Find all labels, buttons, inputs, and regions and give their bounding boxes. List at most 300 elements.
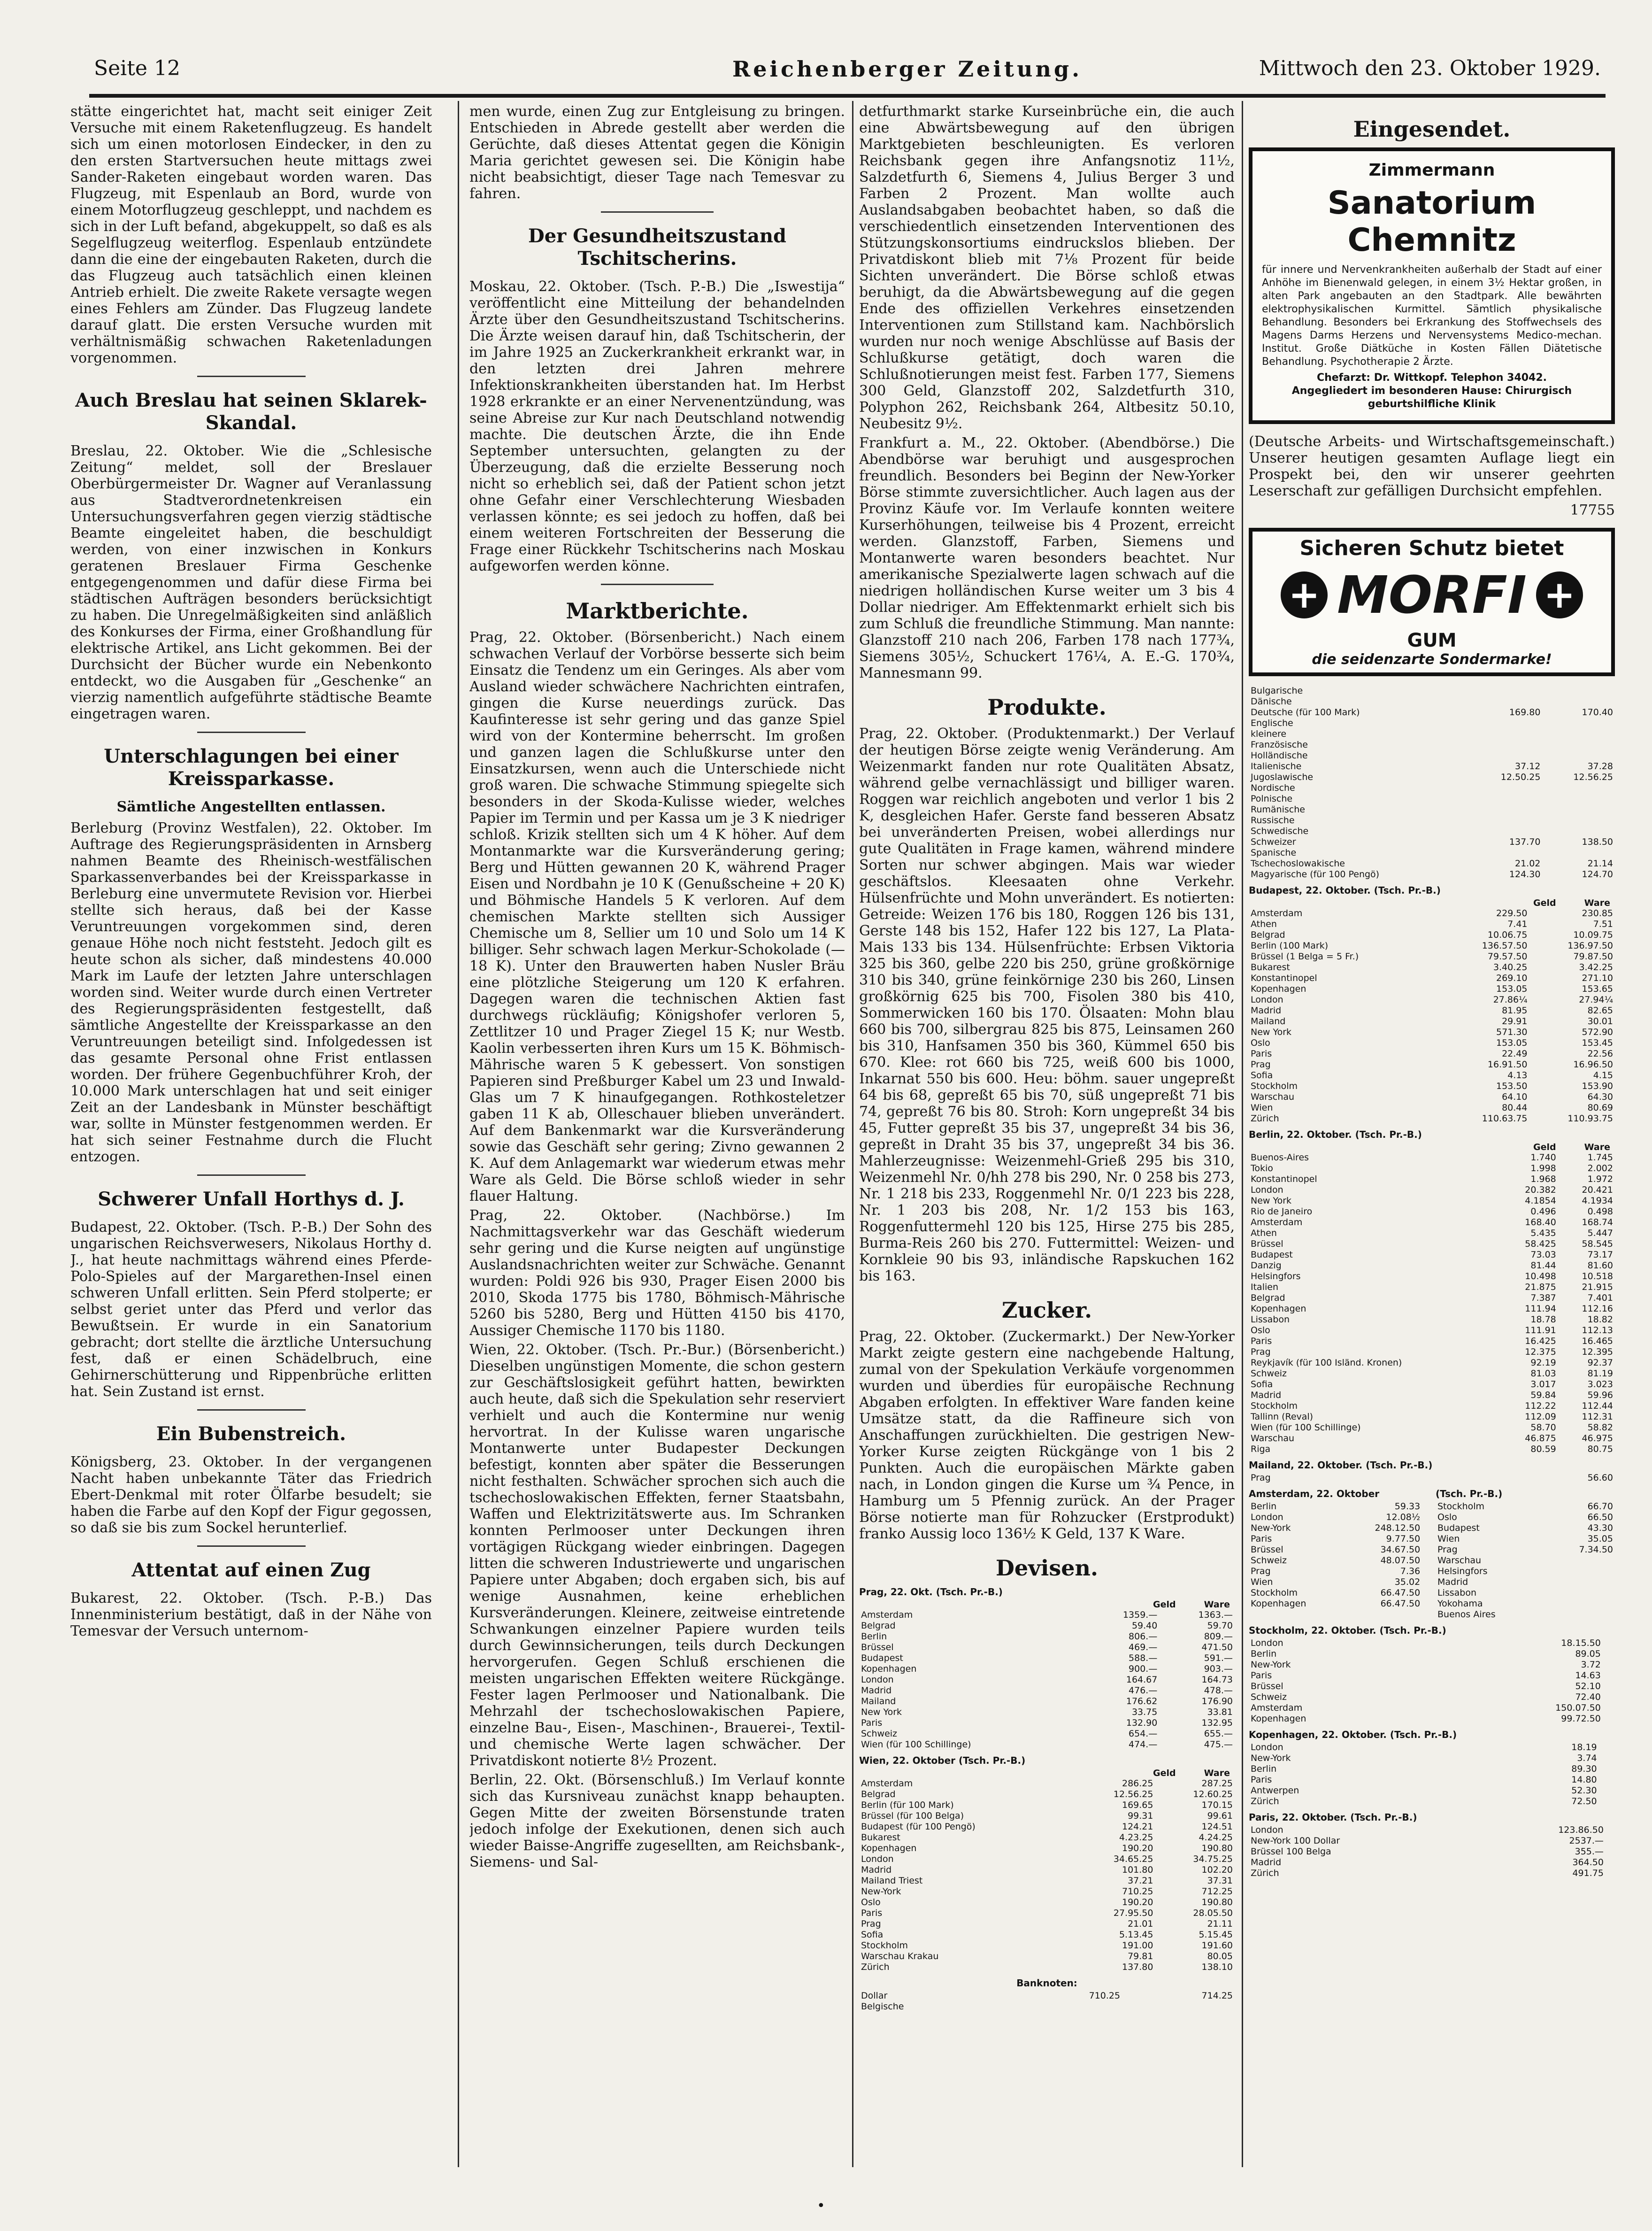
rate-ask: 66.70 [1587,1501,1613,1512]
rate-place: Antwerpen [1251,1785,1299,1796]
rate-ask [1606,1868,1615,1879]
rate-row [1249,1857,1615,1868]
rate-ask: 176.90 [1201,1696,1233,1706]
rate-ask [1606,1846,1615,1857]
rate-bid: 4.23.25 [1119,1832,1153,1843]
rate-place: Athen [1251,1228,1277,1238]
rate-row [1249,1239,1615,1250]
ad-tagline: die seidenzarte Sondermarke! [1312,651,1552,668]
rates-column-headings [859,1599,1235,1610]
rate-ask [1542,826,1615,837]
rate-row [1249,1282,1615,1293]
rate-place: London [1251,1512,1283,1522]
rate-place: Madrid [1251,1857,1282,1868]
rate-row [1249,1185,1615,1196]
rate-place: Sofia [861,1930,884,1940]
rates-column-headings [1249,1142,1615,1152]
rate-row [1249,761,1615,772]
rate-bid: 66.47.50 [1380,1588,1421,1598]
rate-place: Athen [1251,919,1277,929]
rate-place: Dollar [861,1991,888,2001]
rates-block [1436,1483,1615,1620]
rate-row [1249,686,1615,696]
rate-ask [1542,696,1615,707]
rate-ask [1542,815,1615,826]
rate-ask [1603,1670,1615,1681]
rate-place: Sofia [1251,1379,1273,1390]
rate-bid: 21.02 [1515,858,1541,869]
rate-row [1249,1336,1615,1347]
rate-bid: 37.21 [1128,1876,1153,1886]
rate-bid: 136.57.50 [1482,941,1528,951]
rate-bid: 12.56.25 [1113,1789,1153,1799]
rate-row [1249,1217,1615,1228]
rate-row [1436,1598,1615,1609]
rate-ask: 1.972 [1587,1174,1613,1184]
rate-place: Danzig [1251,1260,1282,1271]
rate-bid: 7.387 [1530,1293,1556,1303]
rate-place: Wien [1437,1534,1460,1544]
rate-place: Zürich [1251,1868,1279,1878]
rate-ask: 99.61 [1207,1811,1233,1821]
rate-bid: 37.12 [1515,761,1541,772]
rate-place: Madrid [1251,1390,1282,1400]
rate-row [1249,1753,1615,1764]
rates-column-headings [1249,898,1615,908]
rate-bid: 7.36 [1400,1566,1421,1576]
rate-ask: 80.75 [1587,1444,1613,1454]
rate-bid: 18.78 [1530,1314,1556,1325]
rate-place: Zürich [1251,1113,1279,1124]
rate-row [1249,783,1615,794]
rate-row [1249,1379,1615,1390]
rate-bid: 710.25 [1089,1991,1121,2001]
rate-place: Mailand [861,1696,896,1706]
rate-bid: 58.425 [1525,1239,1556,1249]
rate-bid: 190.20 [1122,1897,1153,1907]
rate-row [859,1876,1235,1886]
column-divider [458,101,459,2167]
rate-row [1249,718,1615,729]
rate-row [1249,1512,1428,1523]
rate-ask: 102.20 [1201,1865,1233,1875]
rate-bid [1543,1577,1549,1588]
newspaper-title: Reichenberger Zeitung. [732,56,1083,82]
rate-bid: 29.91 [1502,1016,1528,1027]
rate-ask [1599,1796,1615,1807]
rate-place: Schweiz [1251,1368,1287,1379]
section-heading: Marktberichte. [566,598,749,624]
rate-place: New York [1251,1027,1292,1037]
rate-place: Reykjavík (für 100 Isländ. Kronen) [1251,1358,1402,1368]
rate-ask [1603,1638,1615,1649]
column-3 [859,103,1235,2012]
rate-row [1249,826,1615,837]
article-continuation: detfurthmarkt starke Kurseinbrüche ein, die auch eine Abwärtsbewegung auf den übrigen Marktgebieten beschleunigten. Es verloren Reichsbank gegen ihre Anfangsnotiz 11½, Salzdetfurth 6, Siemens 4, Julius Berger 3 und Farben 2 Prozent. Man wollte auch Auslandsabgaben beobachtet haben, so daß die verschiedentlich einsetzenden Interventionen des Stützungskonsortiums eindruckslos blieben. Der Privatdiskont blieb mit 7⅛ Prozent für beide Sichten unverändert. Die Börse schloß etwas beruhigt, da die Abwärtsbewegung auf die gegen Ende des offiziellen Verkehres einsetzenden Interventionen zum Stillstand kam. Nachbörslich wurden nur noch wenige Abschlüsse auf Basis der Schlußkurse getätigt, doch waren die Schlußnotierungen meist fest. Farben 177, Siemens 300 Geld, Glanzstoff 202, Salzdetfurth 310, Polyphon 262, Reichsbank 264, Altbesitz 50.10, Neubesitz 9½. [859,103,1235,432]
rate-row [1249,1368,1615,1379]
rate-bid: 59.33 [1394,1501,1421,1512]
rate-place: Russische [1251,815,1295,826]
rate-bid [1009,2001,1122,2012]
rate-ask [1603,1692,1615,1703]
rate-ask: 138.50 [1582,837,1613,847]
rate-row [1249,707,1615,718]
rates-table [859,1778,1235,1973]
rate-ask: 7.401 [1587,1293,1613,1303]
rate-place: Schweizer [1251,837,1296,847]
rate-ask: 3.42.25 [1579,962,1613,973]
rate-bid: 34.65.25 [1113,1854,1153,1864]
rate-row [1249,858,1615,869]
rate-place: Stockholm [1437,1501,1485,1512]
rate-row [859,1642,1235,1653]
rate-bid: 190.20 [1122,1843,1153,1853]
rate-row [1249,962,1615,973]
page-number: Seite 12 [94,56,180,80]
rate-ask [1422,1577,1428,1588]
rate-row [1249,1347,1615,1358]
rate-place: Konstantinopel [1251,1174,1317,1184]
rate-place: Schweiz [861,1729,898,1739]
rate-row [859,1664,1235,1675]
rate-place: Amsterdam [1251,1217,1303,1227]
rate-row [859,1685,1235,1696]
rate-row [1249,1649,1615,1660]
rate-bid: 588.— [1129,1653,1158,1663]
rate-bid: 169.80 [1509,707,1541,718]
rate-place: New York [861,1707,902,1717]
rate-bid: 20.382 [1525,1185,1556,1195]
rate-row [1249,1271,1615,1282]
rate-place: Paris [1251,1534,1272,1544]
rate-place: Holländische [1251,750,1308,761]
rate-place: Belgrad [861,1621,896,1631]
rates-col-bid: Geld [1153,1768,1176,1778]
rate-row [859,1653,1235,1664]
rate-bid [1470,750,1543,761]
rate-ask: 10.09.75 [1573,930,1613,940]
rate-place: Madrid [1251,1005,1282,1016]
rate-row [1436,1609,1615,1620]
rate-row [859,1897,1235,1908]
rate-row [1249,794,1615,804]
rate-ask: 16.465 [1582,1336,1613,1346]
rate-row [1249,815,1615,826]
rate-bid [1402,1473,1426,1483]
rate-row [1249,740,1615,750]
rates-block [1249,1483,1428,1620]
rate-bid: 46.875 [1525,1433,1556,1444]
rate-bid: 59.84 [1530,1390,1556,1400]
rate-place: New-York [1251,1753,1291,1763]
rate-place: Stockholm [1251,1588,1298,1598]
rate-bid: 474.— [1129,1739,1158,1750]
rate-ask: 12.56.25 [1573,772,1613,782]
rate-ask: 112.13 [1582,1325,1613,1336]
rate-row [1249,1544,1428,1555]
rate-ask: 287.25 [1201,1778,1233,1789]
rate-ask: 153.90 [1582,1081,1613,1091]
rate-ask: 110.93.75 [1567,1113,1613,1124]
rate-place: Kopenhagen [1251,1304,1306,1314]
rate-bid: 3.72 [1581,1660,1601,1670]
rate-bid: 355.— [1575,1846,1604,1857]
rate-ask: 27.94¼ [1579,995,1613,1005]
rates-table [1249,1473,1615,1483]
rate-bid: 72.40 [1575,1692,1601,1702]
rate-place: Tschechoslowakische [1251,858,1345,869]
rate-ask: 714.25 [1201,1991,1233,2001]
rate-place: Amsterdam [1251,1703,1303,1713]
rate-ask: 903.— [1204,1664,1233,1674]
rate-ask [1606,1825,1615,1836]
rate-ask: 809.— [1204,1631,1233,1642]
rate-bid: 10.498 [1525,1271,1556,1281]
rate-bid [1470,794,1543,804]
rate-ask [1599,1775,1615,1785]
rate-ask: 59.70 [1207,1621,1233,1631]
rate-ask: 21.11 [1207,1919,1233,1929]
rates-heading: Berlin, 22. Oktober. (Tsch. Pr.-B.) [1249,1129,1422,1140]
article-body: Moskau, 22. Oktober. (Tsch. P.-B.) Die „Iswestija“ veröffentlicht eine Mitteilung der behandelnden Ärzte über den Gesundheitszustand Tschitscherins. Die Ärzte weisen darauf hin, daß Tschitscherin, der im Jahre 1925 an Zuckerkrankheit erkrankt war, in den letzten drei Jahren mehrere Infektionskrankheiten überstanden hat. Im Herbst 1928 erkrankte er an einer Nervenentzündung, was seine Abreise zur Kur nach Deutschland notwendig machte. Die deutschen Ärzte, die ihn Ende September untersuchten, gelangten zu der Überzeugung, daß die erzielte Besserung noch nicht so erheblich sei, daß der Patient schon jetzt ohne Gefahr einer Verschlechterung Wiesbaden verlassen könnte; es sei jedoch zu hoffen, daß bei einem weiteren Fortschreiten der Besserung die Frage einer Rückkehr Tschitscherins nach Moskau aufgeworfen werden könne. [469,278,845,574]
ad-footer: Angegliedert im besonderen Hause: Chirurgisch geburtshilfliche Klinik [1291,385,1572,410]
rate-ask [1549,1555,1615,1566]
rate-bid: 12.08½ [1386,1512,1421,1522]
rate-ask [1549,1598,1615,1609]
rate-ask [1422,1588,1428,1598]
rate-row [1249,1422,1615,1433]
sugar-report: Prag, 22. Oktober. (Zuckermarkt.) Der New-Yorker Markt zeigte gestern eine nachgebende Haltung, zumal von der Spekulation Verkäufe vorgenommen wurden und überdies für europäische Rechnung Abgaben erfolgten. In effektiver Ware fanden keine Umsätze statt, da die Raffineure sich von Anschaffungen zurückhielten. Die gestrigen New-Yorker Kurse zeigten Rückgänge von 1 bis 2 Punkten. Auch die europäischen Märkte gaben nach, in London gingen die Kurse um ¾ Pence, in Hamburg um 5 Pfennig zurück. An der Prager Börse notierte man für Rohzucker (Erstprodukt) franko Aussig loco 136½ K Geld, 137 K Ware. [859,1328,1235,1542]
rate-place: Wien [1251,1577,1273,1587]
rate-place: Riga [1251,1444,1271,1454]
rate-bid: 34.67.50 [1380,1544,1421,1555]
separator [197,1409,306,1411]
rate-ask: 190.80 [1201,1843,1233,1853]
rate-ask: 37.31 [1207,1876,1233,1886]
rate-bid: 12.375 [1525,1347,1556,1357]
rate-place: Bukarest [861,1832,900,1843]
rate-place: Mailand [1251,1016,1286,1027]
rate-bid: 111.94 [1525,1304,1556,1314]
rate-ask [1549,1588,1615,1598]
rate-bid: 654.— [1129,1729,1158,1739]
rate-ask: 1.745 [1587,1152,1613,1163]
rate-row [1249,1163,1615,1174]
rate-bid: 153.50 [1496,1081,1528,1091]
rates-col-ask: Ware [1584,898,1610,908]
rate-ask [1603,1703,1615,1714]
rate-bid: 48.07.50 [1380,1555,1421,1566]
rate-row [1249,941,1615,951]
rate-place: London [1251,1638,1283,1648]
rate-row [1249,1868,1615,1879]
rate-row [1249,1670,1615,1681]
rate-bid: 1359.— [1122,1610,1158,1620]
rate-row [859,1789,1235,1800]
rate-place: Brüssel (1 Belga = 5 Fr.) [1251,951,1359,962]
article-body: Bukarest, 22. Oktober. (Tsch. P.-B.) Das Innenministerium bestätigt, daß in der Nähe von Temesvar der Versuch unternom- [70,1590,432,1639]
rate-bid: 79.57.50 [1487,951,1528,962]
headline: Attentat auf einen Zug [131,1559,371,1581]
rate-bid: 806.— [1129,1631,1158,1642]
article-continuation: men wurde, einen Zug zur Entgleisung zu bringen. Entschieden in Abrede gestellt aber werden die Gerüchte, daß dieses Attentat gegen die Königin Maria gerichtet gewesen sei. Die Königin habe nicht beabsichtigt, dieser Tage nach Temesvar zu fahren. [469,103,845,202]
rates-heading: Budapest, 22. Oktober. (Tsch. Pr.-B.) [1249,885,1441,896]
rates-table [1249,1742,1615,1807]
column-2 [469,103,845,1873]
rates-table [1249,908,1615,1124]
rate-bid: 900.— [1129,1664,1158,1674]
rates-table [1249,1638,1615,1724]
rate-bid: 35.02 [1394,1577,1421,1587]
rate-bid: 5.435 [1530,1228,1556,1238]
rate-place: Warschau [1251,1433,1295,1444]
rate-ask [1599,1764,1615,1775]
rate-row [859,1854,1235,1865]
rate-row [1249,1081,1615,1092]
rate-place: Belgrad [1251,1293,1285,1303]
rate-row [859,1962,1235,1973]
rate-bid [1470,718,1543,729]
ad-slogan: Sicheren Schutz bietet [1299,536,1564,560]
rate-ask: 59.96 [1587,1390,1613,1400]
market-report: Prag, 22. Oktober. (Börsenbericht.) Nach einem schwachen Verlauf der Vorbörse besserte sich beim Einsatz die Tendenz um ein Geringes. Als aber vom Ausland wieder schwächere Nachrichten eintrafen, gingen die Kurse neuerdings zurück. Das Kaufinteresse ist sehr gering und das ganze Spiel wird von der Kontermine beherrscht. Im großen und ganzen lagen die Schlußkurse unter den Einsatzkursen, wenn auch die Unterschiede nicht groß waren. Die schwache Stimmung spiegelte sich besonders in der Skoda-Kulisse wieder, welches Papier im Termin und per Kassa um je 3 K niedriger schloß. Krizik stellten sich um 4 K höher. Auf dem Montanmarkte war die Kursveränderung gering; Berg und Hütten gewannen 20 K, während Prager Eisen und Nordbahn je 10 K (Genußscheine + 20 K) und Böhmische Handels 5 K verloren. Auf dem chemischen Markte stellten sich Aussiger Chemische um 8, Sellier um 10 und Solo um 14 K billiger. Sehr schwach lagen Merkur-Schokolade (— 18 K). Unter den Brauwerten haben Nusler Bräu eine plötzliche Steigerung um 120 K erfahren. Dagegen waren die technischen Aktien fast durchwegs rückläufig; Königshofer verloren 5, Zettlitzer 10 und Prager Ziegel 15 K; nur Westb. Kaolin verbesserten ihren Kurs um 15 K. Böhmisch-Mährische waren 5 K gebessert. Von sonstigen Papieren sind Preßburger Kabel um 23 und Inwald-Glas um 7 K hinaufgegangen. Rothkosteletzer gaben 11 K ab, Olleschauer blieben unverändert. Auf dem Bankenmarkt war die Kursveränderung sowie das Geschäft sehr gering; Zivno gewannen 2 K. Auf dem Anlagemarkt war wiederum etwas mehr Ware als Geld. Die Börse schloß wieder in sehr flauer Haltung. [469,629,845,1204]
rate-ask: 471.50 [1201,1642,1233,1652]
rate-ask [1422,1555,1428,1566]
rate-row [859,1865,1235,1876]
rate-ask: 168.74 [1582,1217,1613,1227]
rate-place: Berlin (100 Mark) [1251,941,1329,951]
rate-place: Prag [1437,1544,1458,1555]
separator [197,732,306,733]
rate-ask [1599,1742,1615,1753]
rates-heading: Mailand, 22. Oktober. (Tsch. Pr.-B.) [1249,1459,1433,1471]
article-body: Breslau, 22. Oktober. Wie die „Schlesische Zeitung“ meldet, soll der Breslauer Oberbürgermeister Dr. Wagner auf Veranlassung aus Stadtverordnetenkreisen ein Untersuchungsverfahren gegen vierzig städtische Beamte eingeleitet haben, die beschuldigt werden, von einer inzwischen in Konkurs geratenen Breslauer Firma Geschenke entgegengenommen und dafür diese Firma bei städtischen Aufträgen besonders berücksichtigt zu haben. Die Unregelmäßigkeiten sind anläßlich des Konkurses der Firma, einer Großhandlung für elektrische Artikel, ans Licht gekommen. Bei der Durchsicht der Bücher wurde ein Nebenkonto entdeckt, wo die Ausgaben für „Geschenke“ an vierzig namentlich aufgeführte städtische Beamte eingetragen waren. [70,443,432,722]
section-heading: Eingesendet. [1353,116,1511,142]
rate-ask: 92.37 [1587,1358,1613,1368]
rate-row [1436,1501,1615,1512]
rate-place: London [861,1675,894,1685]
rate-place: Spanische [1251,848,1297,858]
rates-col-ask: Ware [1584,1142,1610,1152]
rate-ask [1542,783,1615,794]
rate-row [1249,1692,1615,1703]
rate-row [1249,869,1615,880]
page-mark: • [817,2198,825,2214]
rate-bid: 168.40 [1525,1217,1556,1227]
rate-place: London [1251,1742,1283,1752]
rate-bid [1543,1523,1549,1534]
rate-ask: 475.— [1204,1739,1233,1750]
rate-bid: 1.998 [1530,1163,1556,1173]
rates-col-ask: Ware [1204,1599,1230,1610]
rate-bid: 72.50 [1571,1796,1597,1806]
rate-bid: 9.77.50 [1386,1534,1421,1544]
rate-place: Berlin [1251,1764,1277,1774]
rate-bid [1470,804,1543,815]
rate-bid [1470,783,1543,794]
rate-ask [1542,848,1615,858]
rate-place: Madrid [861,1865,892,1875]
rate-bid [1470,848,1543,858]
rate-bid: 476.— [1129,1685,1158,1696]
rate-place: Belgische [861,2001,904,2012]
rate-bid: 16.425 [1525,1336,1556,1346]
rate-place: Oslo [861,1897,881,1907]
rate-row [1436,1512,1615,1523]
rate-place: Dänische [1251,696,1292,707]
rate-place: Italienische [1251,761,1302,772]
rate-row [1249,1703,1615,1714]
rate-ask: 82.65 [1587,1005,1613,1016]
rate-ask: 572.90 [1582,1027,1613,1037]
rates-table [859,1991,1235,2012]
rates-table [1436,1501,1615,1620]
rate-bid [1543,1588,1549,1598]
rate-bid: 80.44 [1502,1103,1528,1113]
rate-place: Brüssel [1251,1681,1283,1691]
rate-bid: 92.19 [1530,1358,1556,1368]
rate-place: London [1251,1825,1283,1835]
rate-row [1249,1070,1615,1081]
rate-ask [1542,804,1615,815]
rate-row [859,1832,1235,1843]
rate-bid: 14.63 [1575,1670,1601,1681]
rate-row [1436,1566,1615,1577]
rate-row [1249,696,1615,707]
rate-place: Brüssel 100 Belga [1251,1846,1331,1857]
rate-place: Kopenhagen [1251,1714,1306,1724]
rate-bid: 169.65 [1122,1800,1153,1810]
rate-bid: 286.25 [1122,1778,1153,1789]
rate-row [1249,973,1615,984]
rate-bid: 3.74 [1577,1753,1597,1763]
column-1 [70,103,432,1642]
rate-ask: 271.10 [1582,973,1613,983]
rate-row [1249,1523,1428,1534]
rate-row [1249,1473,1615,1483]
rate-place: Magyarische (für 100 Pengö) [1251,869,1380,880]
rate-place: Lissabon [1437,1588,1477,1598]
rate-row [1249,1681,1615,1692]
rate-row [859,1729,1235,1739]
ad-product: GUM [1407,630,1457,651]
rate-bid: 21.01 [1128,1919,1153,1929]
rate-place: New-York [1251,1523,1291,1533]
rate-place: Prag [1251,1059,1271,1070]
rate-bid [1543,1609,1549,1620]
rate-row [1249,1113,1615,1124]
rate-ask: 132.95 [1201,1718,1233,1728]
rate-ask [1542,718,1615,729]
separator [601,584,714,585]
rate-bid: 3.017 [1530,1379,1556,1390]
rate-ask [1606,1857,1615,1868]
rate-ask: 112.16 [1582,1304,1613,1314]
rate-ask [1422,1544,1428,1555]
rate-ask: 58.545 [1582,1239,1613,1249]
rate-bid: 66.47.50 [1380,1598,1421,1609]
rate-place: Wien (für 100 Schillinge) [1251,1422,1361,1433]
rate-row [1249,1250,1615,1260]
rate-ask: 3.023 [1587,1379,1613,1390]
rate-row [1249,1742,1615,1753]
rate-row [1249,1764,1615,1775]
rate-ask: 20.421 [1582,1185,1613,1195]
rate-place: Amsterdam [861,1610,913,1620]
rate-ask: 21.915 [1582,1282,1613,1292]
separator [197,1174,306,1176]
rate-ask: 4.15 [1593,1070,1613,1081]
